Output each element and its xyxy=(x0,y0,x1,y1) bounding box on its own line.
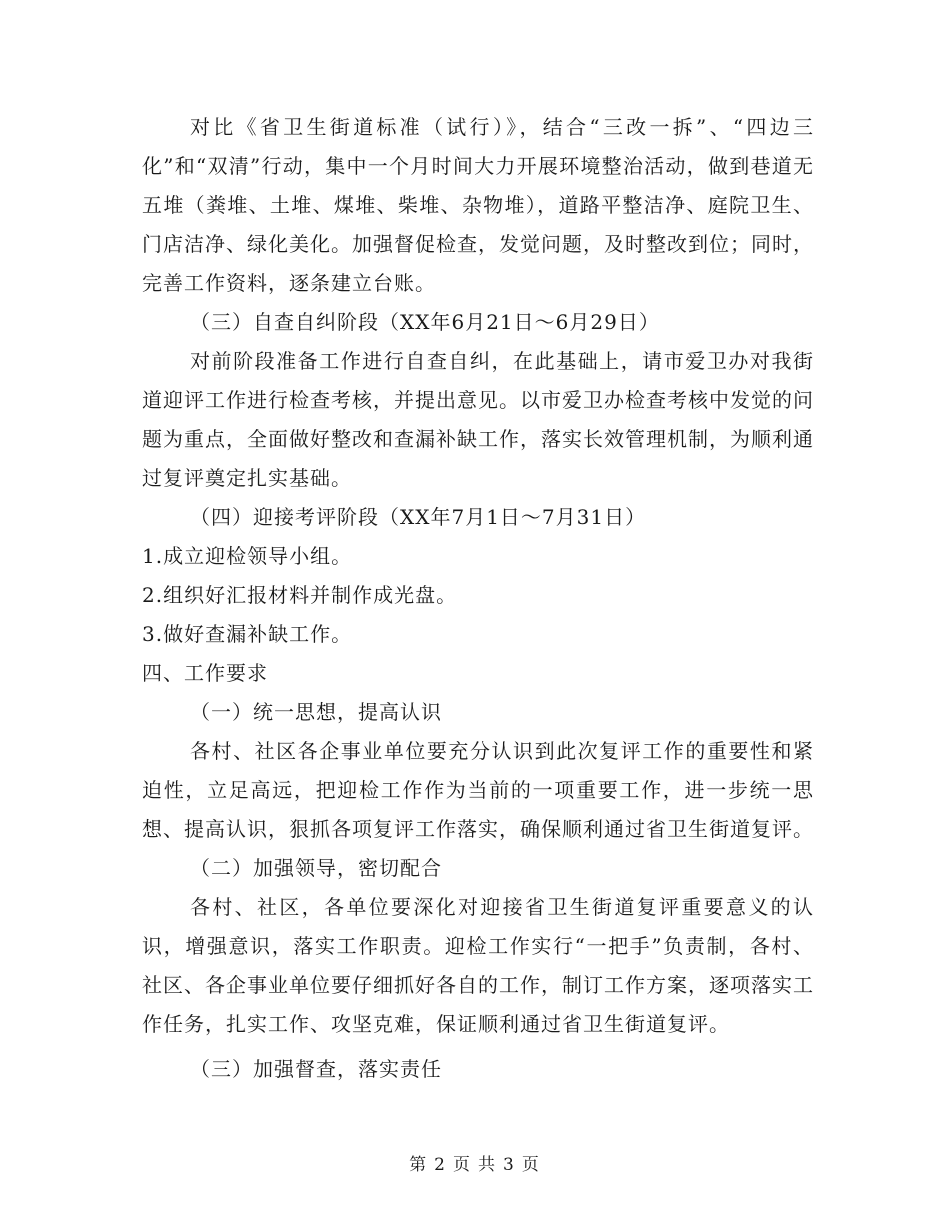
paragraph-unify-thinking: 各村、社区各企事业单位要充分认识到此次复评工作的重要性和紧迫性，立足高远，把迎检工作作为当前的一项重要工作，进一步统一思想、提高认识，狠抓各项复评工作落实，确保顺利通过省卫生街道复评。 xyxy=(142,739,814,841)
footer-page-word: 页 xyxy=(453,1155,472,1175)
paragraph-environment-rectification: 对比《省卫生街道标准（试行）》，结合“三改一拆”、“四边三化”和“双清”行动，集中一个月时间大力开展环境整治活动，做到巷道无五堆（粪堆、土堆、煤堆、柴堆、杂物堆），道路平整洁净、庭院卫生、门店洁净、绿化美化。加强督促检查，发觉问题，及时整改到位；同时，完善工作资料，逐条建立台账。 xyxy=(142,115,814,295)
heading-self-inspection-stage: （三）自查自纠阶段（XX年6月21日～6月29日） xyxy=(190,310,660,334)
list-item-leadership-group: 1.成立迎检领导小组。 xyxy=(142,544,353,568)
footer-current-page: 2 xyxy=(434,1155,447,1175)
footer-total-pages: 3 xyxy=(503,1155,516,1175)
paragraph-self-inspection: 对前阶段准备工作进行自查自纠，在此基础上，请市爱卫办对我街道迎评工作进行检查考核，并提出意见。以市爱卫办检查考核中发觉的问题为重点，全面做好整改和查漏补缺工作，落实长效管理机制，为顺利通过复评奠定扎实基础。 xyxy=(142,349,814,490)
subheading-strengthen-supervision: （三）加强督查，落实责任 xyxy=(190,1057,442,1081)
heading-evaluation-stage: （四）迎接考评阶段（XX年7月1日～7月31日） xyxy=(190,505,647,529)
paragraph-strengthen-leadership: 各村、社区，各单位要深化对迎接省卫生街道复评重要意义的认识，增强意识，落实工作职责。迎检工作实行“一把手”负责制，各村、社区、各企事业单位要仔细抓好各自的工作，制订工作方案，逐项落实工作任务，扎实工作、攻坚克难，保证顺利通过省卫生街道复评。 xyxy=(142,895,814,1036)
subheading-strengthen-leadership: （二）加强领导，密切配合 xyxy=(190,856,442,880)
footer-total-word: 共 xyxy=(478,1155,497,1175)
page-footer xyxy=(0,1150,950,1175)
list-item-report-materials: 2.组织好汇报材料并制作成光盘。 xyxy=(142,583,458,607)
document-body xyxy=(142,108,814,1089)
footer-prefix: 第 xyxy=(409,1155,429,1175)
footer-suffix: 页 xyxy=(521,1155,541,1175)
list-item-fill-gaps: 3.做好查漏补缺工作。 xyxy=(142,622,353,646)
section-heading-work-requirements: 四、工作要求 xyxy=(142,661,268,685)
subheading-unify-thinking: （一）统一思想，提高认识 xyxy=(190,700,442,724)
